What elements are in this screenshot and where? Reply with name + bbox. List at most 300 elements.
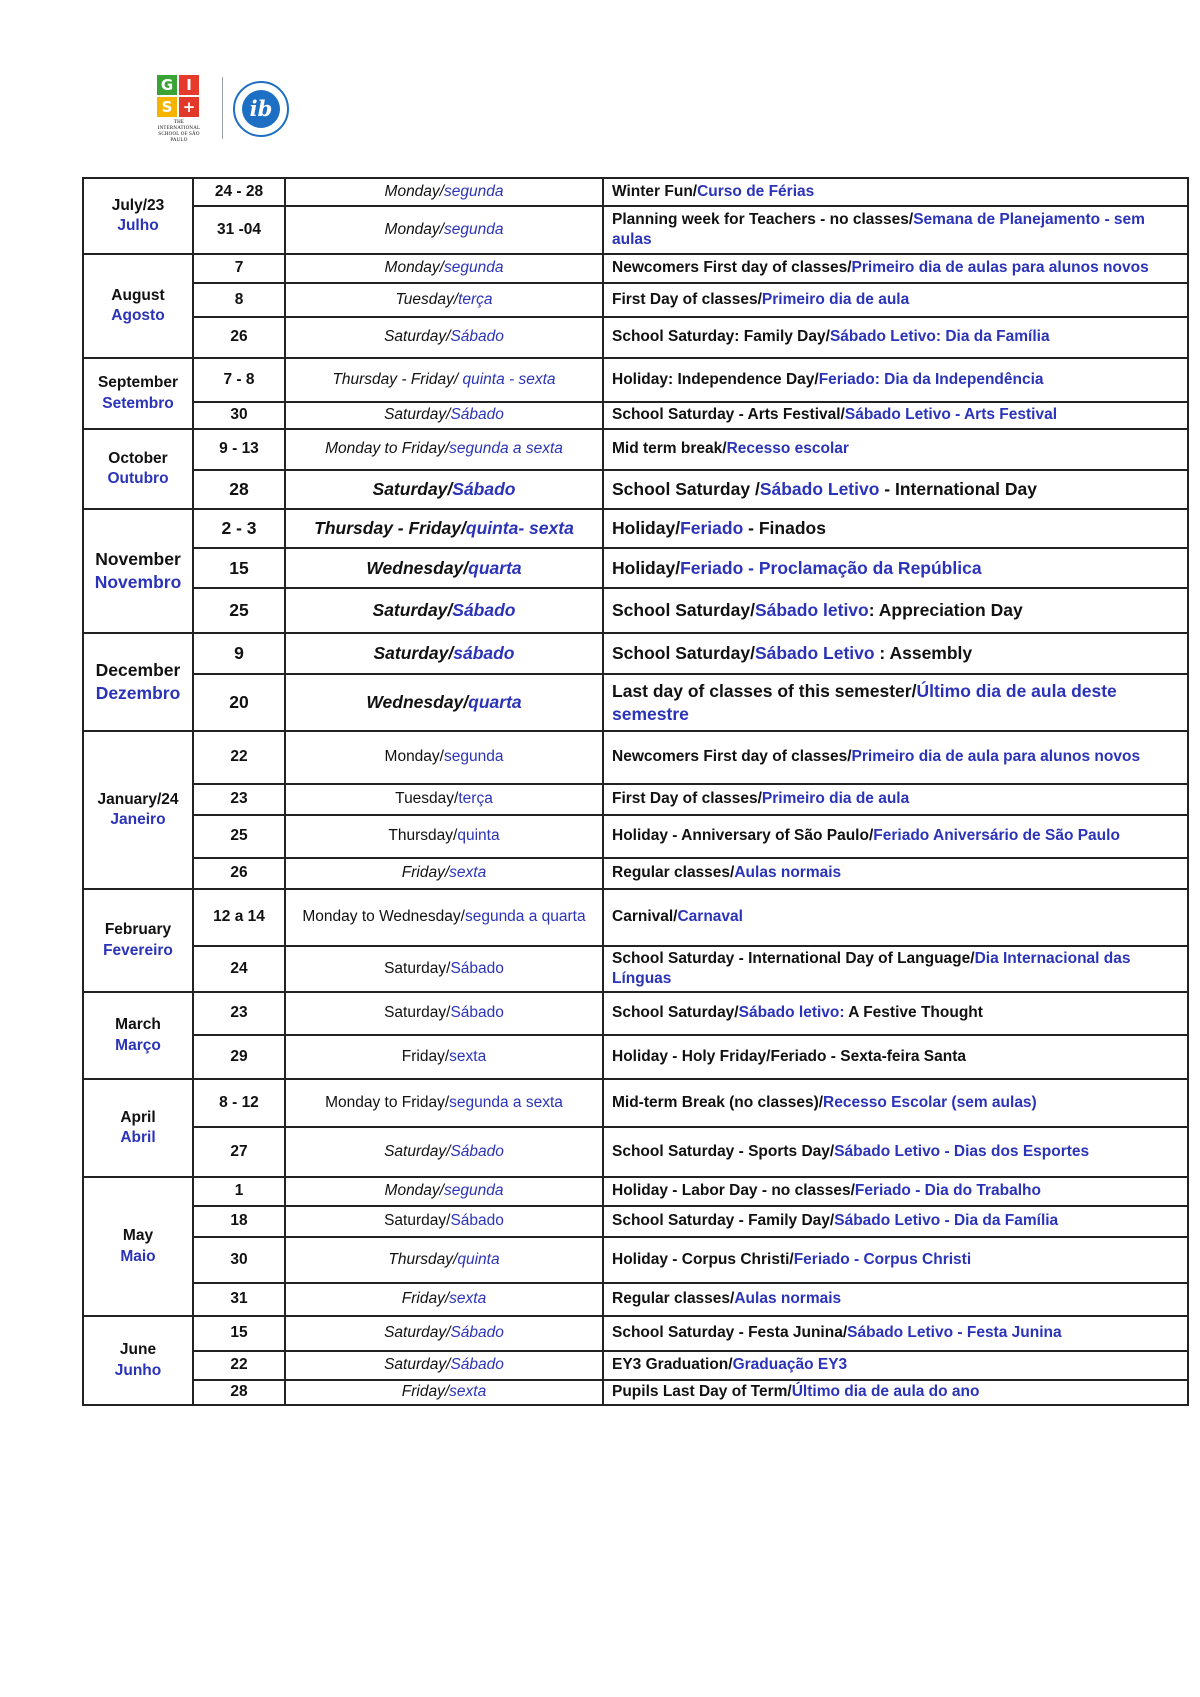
date-cell: 25 xyxy=(193,588,285,633)
event-cell xyxy=(603,784,1188,815)
weekday-en: Monday to Wednesday/ xyxy=(302,908,465,926)
event-en: Holiday - Corpus Christi/ xyxy=(612,1250,794,1268)
weekday-en: Saturday/ xyxy=(372,479,453,500)
event-pt: Feriado Aniversário de São Paulo xyxy=(873,827,1120,845)
date-cell: 28 xyxy=(193,470,285,509)
date-cell: 12 a 14 xyxy=(193,889,285,946)
event-cell xyxy=(603,470,1188,509)
table-row xyxy=(83,254,1188,283)
event-pt: Curso de Férias xyxy=(697,182,815,200)
event-cell xyxy=(603,1206,1188,1237)
month-name-en: May xyxy=(122,1227,154,1245)
event-cell xyxy=(603,429,1188,470)
event-en: Carnival/ xyxy=(612,908,678,926)
event-tail: : Assembly xyxy=(874,643,973,664)
weekday-pt: Sábado xyxy=(450,1004,504,1022)
month-name-en: March xyxy=(115,1016,161,1034)
event-cell xyxy=(603,1316,1188,1351)
table-row xyxy=(83,1035,1188,1079)
table-row xyxy=(83,1283,1188,1316)
weekday-cell xyxy=(285,254,603,283)
weekday-en: Thursday - Friday/ xyxy=(314,518,466,539)
weekday-en: Friday/ xyxy=(401,864,450,882)
weekday-en: Monday to Friday/ xyxy=(325,440,450,458)
date-cell: 20 xyxy=(193,674,285,731)
weekday-pt: segunda xyxy=(443,748,504,766)
date-cell: 31 xyxy=(193,1283,285,1316)
table-row xyxy=(83,178,1188,206)
weekday-pt: Sábado xyxy=(452,600,516,621)
event-pt: Sábado Letivo - Festa Junina xyxy=(847,1324,1062,1342)
event-en: Newcomers First day of classes/ xyxy=(612,748,852,766)
weekday-en: Monday/ xyxy=(384,182,444,200)
weekday-en: Thursday/ xyxy=(388,1250,458,1268)
date-cell: 22 xyxy=(193,1351,285,1380)
month-cell xyxy=(83,889,193,992)
date-cell: 1 xyxy=(193,1177,285,1206)
weekday-cell xyxy=(285,1206,603,1237)
month-name-en: January/24 xyxy=(97,790,179,808)
month-name-pt: Maio xyxy=(120,1247,156,1265)
weekday-cell xyxy=(285,429,603,470)
table-row xyxy=(83,946,1188,992)
weekday-en: Monday/ xyxy=(384,220,444,238)
event-cell xyxy=(603,674,1188,731)
weekday-en: Saturday/ xyxy=(384,1324,451,1342)
event-cell xyxy=(603,731,1188,784)
table-row xyxy=(83,633,1188,674)
table-row xyxy=(83,548,1188,588)
event-cell xyxy=(603,178,1188,206)
weekday-cell xyxy=(285,1316,603,1351)
event-en: School Saturday - Sports Day/ xyxy=(612,1142,835,1160)
event-en: Mid-term Break (no classes)/ xyxy=(612,1093,824,1111)
weekday-pt: quarta xyxy=(468,557,522,578)
event-pt: Feriado - Corpus Christi xyxy=(793,1250,972,1268)
month-name-pt: Fevereiro xyxy=(103,941,173,959)
event-en: School Saturday: Family Day/ xyxy=(612,328,830,346)
event-en: Regular classes/ xyxy=(612,1290,735,1308)
event-cell xyxy=(603,815,1188,858)
event-pt: Graduação EY3 xyxy=(732,1356,848,1374)
weekday-cell xyxy=(285,674,603,731)
month-name-pt: Novembro xyxy=(94,572,182,592)
event-pt: Sábado Letivo - Dia da Família xyxy=(834,1212,1059,1230)
date-cell: 24 xyxy=(193,946,285,992)
date-cell: 30 xyxy=(193,402,285,429)
event-en: Mid term break/ xyxy=(612,440,727,458)
weekday-pt: Sábado xyxy=(450,406,504,424)
month-cell xyxy=(83,633,193,731)
weekday-pt: quinta - sexta xyxy=(462,370,556,388)
weekday-en: Friday/ xyxy=(401,1383,450,1401)
weekday-en: Saturday/ xyxy=(384,406,451,424)
event-pt: Semana de Planejamento - sem aulas xyxy=(612,210,1145,248)
weekday-en: Tuesday/ xyxy=(395,790,459,808)
logo-divider xyxy=(222,77,223,139)
weekday-pt: quinta- sexta xyxy=(465,518,574,539)
month-name-en: December xyxy=(95,660,181,681)
month-name-en: August xyxy=(111,286,165,304)
table-row xyxy=(83,889,1188,946)
event-en: Regular classes/ xyxy=(612,864,735,882)
weekday-cell xyxy=(285,588,603,633)
date-cell: 18 xyxy=(193,1206,285,1237)
weekday-pt: segunda a sexta xyxy=(449,440,563,458)
table-row xyxy=(83,470,1188,509)
weekday-cell xyxy=(285,633,603,674)
date-cell: 23 xyxy=(193,992,285,1035)
event-pt: Sábado Letivo - Arts Festival xyxy=(844,406,1058,424)
weekday-pt: quinta xyxy=(457,827,500,845)
weekday-pt: sexta xyxy=(449,1290,487,1308)
date-cell: 24 - 28 xyxy=(193,178,285,206)
event-pt: Sábado Letivo - Dias dos Esportes xyxy=(834,1142,1090,1160)
table-row xyxy=(83,588,1188,633)
weekday-pt: Sábado xyxy=(450,1212,504,1230)
weekday-pt: Sábado xyxy=(450,1356,504,1374)
table-row xyxy=(83,858,1188,889)
weekday-pt: segunda xyxy=(443,182,504,200)
table-row xyxy=(83,1316,1188,1351)
month-name-pt: Março xyxy=(115,1036,161,1054)
month-name-en: June xyxy=(119,1341,157,1359)
event-en: EY3 Graduation/ xyxy=(612,1356,733,1374)
weekday-cell xyxy=(285,731,603,784)
event-en: Holiday: Independence Day/ xyxy=(612,370,819,388)
weekday-en: Monday to Friday/ xyxy=(325,1093,450,1111)
month-name-pt: Setembro xyxy=(102,394,174,412)
table-row xyxy=(83,1079,1188,1127)
event-en: Planning week for Teachers - no classes/ xyxy=(612,210,914,228)
table-row xyxy=(83,1127,1188,1177)
weekday-cell xyxy=(285,1283,603,1316)
weekday-cell xyxy=(285,889,603,946)
event-cell xyxy=(603,509,1188,548)
gis-logo-letter: I xyxy=(179,75,199,95)
weekday-cell xyxy=(285,1237,603,1283)
event-cell xyxy=(603,1127,1188,1177)
month-cell xyxy=(83,731,193,889)
weekday-en: Saturday/ xyxy=(384,1004,451,1022)
weekday-cell xyxy=(285,317,603,358)
weekday-pt: Sábado xyxy=(450,328,504,346)
event-pt: Primeiro dia de aula para alunos novos xyxy=(851,748,1141,766)
table-row xyxy=(83,731,1188,784)
event-pt: Sábado letivo xyxy=(754,600,869,621)
table-row xyxy=(83,206,1188,254)
event-pt: Sábado letivo: xyxy=(738,1004,845,1022)
date-cell: 9 - 13 xyxy=(193,429,285,470)
weekday-en: Saturday/ xyxy=(373,643,454,664)
event-cell xyxy=(603,1351,1188,1380)
event-en: First Day of classes/ xyxy=(612,290,762,308)
event-cell xyxy=(603,254,1188,283)
weekday-pt: segunda xyxy=(443,220,504,238)
event-pt: Recesso Escolar (sem aulas) xyxy=(823,1093,1037,1111)
weekday-cell xyxy=(285,1127,603,1177)
month-name-en: February xyxy=(104,921,172,939)
weekday-cell xyxy=(285,283,603,317)
event-pt: Primeiro dia de aulas para alunos novos xyxy=(851,259,1149,277)
table-row xyxy=(83,815,1188,858)
event-en: First Day of classes/ xyxy=(612,790,762,808)
date-cell: 15 xyxy=(193,548,285,588)
weekday-cell xyxy=(285,509,603,548)
event-pt: Aulas normais xyxy=(734,864,842,882)
event-en: Holiday/ xyxy=(612,557,681,578)
event-en: Holiday - Labor Day - no classes/ xyxy=(612,1182,855,1200)
month-name-pt: Agosto xyxy=(111,307,165,324)
weekday-cell xyxy=(285,946,603,992)
gis-logo-letter: S xyxy=(157,97,177,117)
month-name-pt: Julho xyxy=(117,217,159,234)
event-pt: Aulas normais xyxy=(734,1290,842,1308)
weekday-en: Tuesday/ xyxy=(395,290,459,308)
month-cell xyxy=(83,1079,193,1177)
event-pt: Último dia de aula do ano xyxy=(791,1383,980,1401)
weekday-cell xyxy=(285,815,603,858)
table-row xyxy=(83,1351,1188,1380)
table-row xyxy=(83,317,1188,358)
event-cell xyxy=(603,889,1188,946)
event-cell xyxy=(603,1177,1188,1206)
month-name-pt: Abril xyxy=(120,1129,156,1146)
weekday-pt: terça xyxy=(458,290,493,308)
event-cell xyxy=(603,1237,1188,1283)
month-name-en: September xyxy=(97,374,179,392)
month-name-en: July/23 xyxy=(111,196,165,214)
weekday-pt: Sábado xyxy=(450,1324,504,1342)
month-cell xyxy=(83,254,193,358)
weekday-cell xyxy=(285,1380,603,1405)
month-cell xyxy=(83,178,193,254)
weekday-cell xyxy=(285,470,603,509)
event-pt: Carnaval xyxy=(677,908,743,926)
event-cell xyxy=(603,548,1188,588)
event-en: School Saturday/ xyxy=(612,643,755,664)
event-cell xyxy=(603,1283,1188,1316)
weekday-cell xyxy=(285,402,603,429)
event-en: School Saturday/ xyxy=(612,1004,739,1022)
weekday-en: Saturday/ xyxy=(384,1212,451,1230)
gis-logo xyxy=(155,75,203,144)
event-pt: Sábado Letivo: Dia da Família xyxy=(829,328,1050,346)
weekday-cell xyxy=(285,1079,603,1127)
event-en: School Saturday/ xyxy=(612,600,755,621)
event-pt: Feriado - Dia do Trabalho xyxy=(854,1182,1041,1200)
event-en: Last day of classes of this semester/ xyxy=(612,680,917,701)
weekday-en: Wednesday/ xyxy=(366,692,469,713)
weekday-cell xyxy=(285,1177,603,1206)
date-cell: 25 xyxy=(193,815,285,858)
event-cell xyxy=(603,588,1188,633)
date-cell: 7 - 8 xyxy=(193,358,285,402)
month-cell xyxy=(83,509,193,633)
table-row xyxy=(83,992,1188,1035)
weekday-pt: segunda xyxy=(443,1182,504,1200)
event-en: Newcomers First day of classes/ xyxy=(612,259,852,277)
school-calendar-table xyxy=(82,177,1189,1406)
weekday-en: Saturday/ xyxy=(384,328,451,346)
event-pt: Feriado xyxy=(680,518,744,539)
month-cell xyxy=(83,429,193,509)
weekday-en: Saturday/ xyxy=(384,1142,451,1160)
table-row xyxy=(83,674,1188,731)
event-cell xyxy=(603,1380,1188,1405)
table-row xyxy=(83,509,1188,548)
table-row xyxy=(83,1206,1188,1237)
date-cell: 8 xyxy=(193,283,285,317)
table-row xyxy=(83,429,1188,470)
table-row xyxy=(83,784,1188,815)
weekday-pt: sexta xyxy=(449,1047,487,1065)
month-name-pt: Junho xyxy=(114,1361,162,1379)
month-name-pt: Outubro xyxy=(107,470,169,487)
table-row xyxy=(83,358,1188,402)
date-cell: 23 xyxy=(193,784,285,815)
event-cell xyxy=(603,358,1188,402)
weekday-en: Monday/ xyxy=(384,1182,444,1200)
weekday-pt: Sábado xyxy=(450,959,504,977)
gis-caption-line: SCHOOL OF SÃO PAULO xyxy=(158,132,200,143)
weekday-en: Saturday/ xyxy=(384,959,451,977)
weekday-cell xyxy=(285,1351,603,1380)
weekday-cell xyxy=(285,1035,603,1079)
weekday-cell xyxy=(285,548,603,588)
event-pt: Feriado - Proclamação da República xyxy=(680,557,982,578)
event-pt: Primeiro dia de aula xyxy=(761,790,910,808)
weekday-pt: Sábado xyxy=(450,1142,504,1160)
weekday-en: Wednesday/ xyxy=(366,557,469,578)
weekday-pt: sexta xyxy=(449,1383,487,1401)
date-cell: 26 xyxy=(193,858,285,889)
event-en: Holiday/ xyxy=(612,518,681,539)
event-cell xyxy=(603,206,1188,254)
month-name-en: November xyxy=(95,549,181,570)
event-en: School Saturday - Festa Junina/ xyxy=(612,1324,848,1342)
event-pt: Feriado: Dia da Independência xyxy=(818,370,1044,388)
event-tail: - International Day xyxy=(879,479,1037,500)
weekday-pt: quarta xyxy=(468,692,522,713)
ib-logo-text: ib xyxy=(249,96,273,121)
event-cell xyxy=(603,1079,1188,1127)
event-cell xyxy=(603,992,1188,1035)
month-name-pt: Dezembro xyxy=(95,683,181,703)
weekday-pt: sábado xyxy=(453,643,515,664)
table-row xyxy=(83,1237,1188,1283)
event-cell xyxy=(603,402,1188,429)
event-en: School Saturday - Family Day/ xyxy=(612,1212,835,1230)
table-row xyxy=(83,1177,1188,1206)
table-row xyxy=(83,1380,1188,1405)
gis-logo-letter: + xyxy=(179,97,199,117)
ib-logo-icon xyxy=(233,81,289,137)
event-en: Pupils Last Day of Term/ xyxy=(612,1383,792,1401)
weekday-pt: segunda a sexta xyxy=(449,1093,563,1111)
event-cell xyxy=(603,633,1188,674)
table-row xyxy=(83,283,1188,317)
weekday-pt: segunda xyxy=(443,259,504,277)
date-cell: 8 - 12 xyxy=(193,1079,285,1127)
event-tail: - Finados xyxy=(743,518,826,539)
weekday-cell xyxy=(285,858,603,889)
table-row xyxy=(83,402,1188,429)
gis-caption-line: THE INTERNATIONAL xyxy=(157,120,201,131)
weekday-cell xyxy=(285,992,603,1035)
month-name-pt: Janeiro xyxy=(110,811,166,828)
date-cell: 2 - 3 xyxy=(193,509,285,548)
month-name-en: October xyxy=(108,449,168,467)
event-cell xyxy=(603,858,1188,889)
weekday-en: Saturday/ xyxy=(384,1356,451,1374)
event-pt: Primeiro dia de aula xyxy=(761,290,910,308)
month-cell xyxy=(83,1316,193,1405)
date-cell: 29 xyxy=(193,1035,285,1079)
event-cell xyxy=(603,317,1188,358)
date-cell: 22 xyxy=(193,731,285,784)
weekday-cell xyxy=(285,358,603,402)
weekday-en: Saturday/ xyxy=(372,600,453,621)
event-en: Holiday - Anniversary of São Paulo/ xyxy=(612,827,874,845)
event-en: School Saturday - Arts Festival/ xyxy=(612,406,845,424)
date-cell: 15 xyxy=(193,1316,285,1351)
month-cell xyxy=(83,358,193,429)
date-cell: 31 -04 xyxy=(193,206,285,254)
weekday-en: Friday/ xyxy=(401,1047,450,1065)
date-cell: 9 xyxy=(193,633,285,674)
weekday-en: Thursday/ xyxy=(388,827,458,845)
weekday-cell xyxy=(285,784,603,815)
event-pt: Dia Internacional das Línguas xyxy=(612,949,1131,987)
weekday-pt: Sábado xyxy=(452,479,516,500)
weekday-en: Friday/ xyxy=(401,1290,450,1308)
gis-logo-caption xyxy=(155,120,203,144)
event-tail: A Festive Thought xyxy=(844,1004,983,1022)
event-pt: Último dia de aula deste semestre xyxy=(612,680,1117,724)
event-cell xyxy=(603,946,1188,992)
weekday-cell xyxy=(285,178,603,206)
date-cell: 7 xyxy=(193,254,285,283)
date-cell: 26 xyxy=(193,317,285,358)
event-tail: : Appreciation Day xyxy=(868,600,1023,621)
gis-logo-letter: G xyxy=(157,75,177,95)
event-en: School Saturday - International Day of Language/ xyxy=(612,949,975,967)
month-cell xyxy=(83,1177,193,1316)
weekday-en: Thursday - Friday/ xyxy=(332,370,463,388)
weekday-en: Monday/ xyxy=(384,259,444,277)
date-cell: 30 xyxy=(193,1237,285,1283)
month-cell xyxy=(83,992,193,1079)
weekday-pt: terça xyxy=(458,790,493,808)
weekday-pt: segunda a quarta xyxy=(464,908,586,926)
event-cell xyxy=(603,283,1188,317)
weekday-pt: sexta xyxy=(449,864,487,882)
event-en: School Saturday / xyxy=(612,479,760,500)
event-pt: Sábado Letivo xyxy=(759,479,880,500)
event-en: Holiday - Holy Friday/Feriado - Sexta-feira Santa xyxy=(612,1047,967,1065)
date-cell: 27 xyxy=(193,1127,285,1177)
month-name-en: April xyxy=(120,1108,156,1126)
weekday-pt: quinta xyxy=(457,1250,500,1268)
weekday-en: Monday/ xyxy=(384,748,444,766)
weekday-cell xyxy=(285,206,603,254)
date-cell: 28 xyxy=(193,1380,285,1405)
event-en: Winter Fun/ xyxy=(612,182,698,200)
event-pt: Sábado Letivo xyxy=(754,643,875,664)
event-cell xyxy=(603,1035,1188,1079)
event-pt: Recesso escolar xyxy=(726,440,849,458)
